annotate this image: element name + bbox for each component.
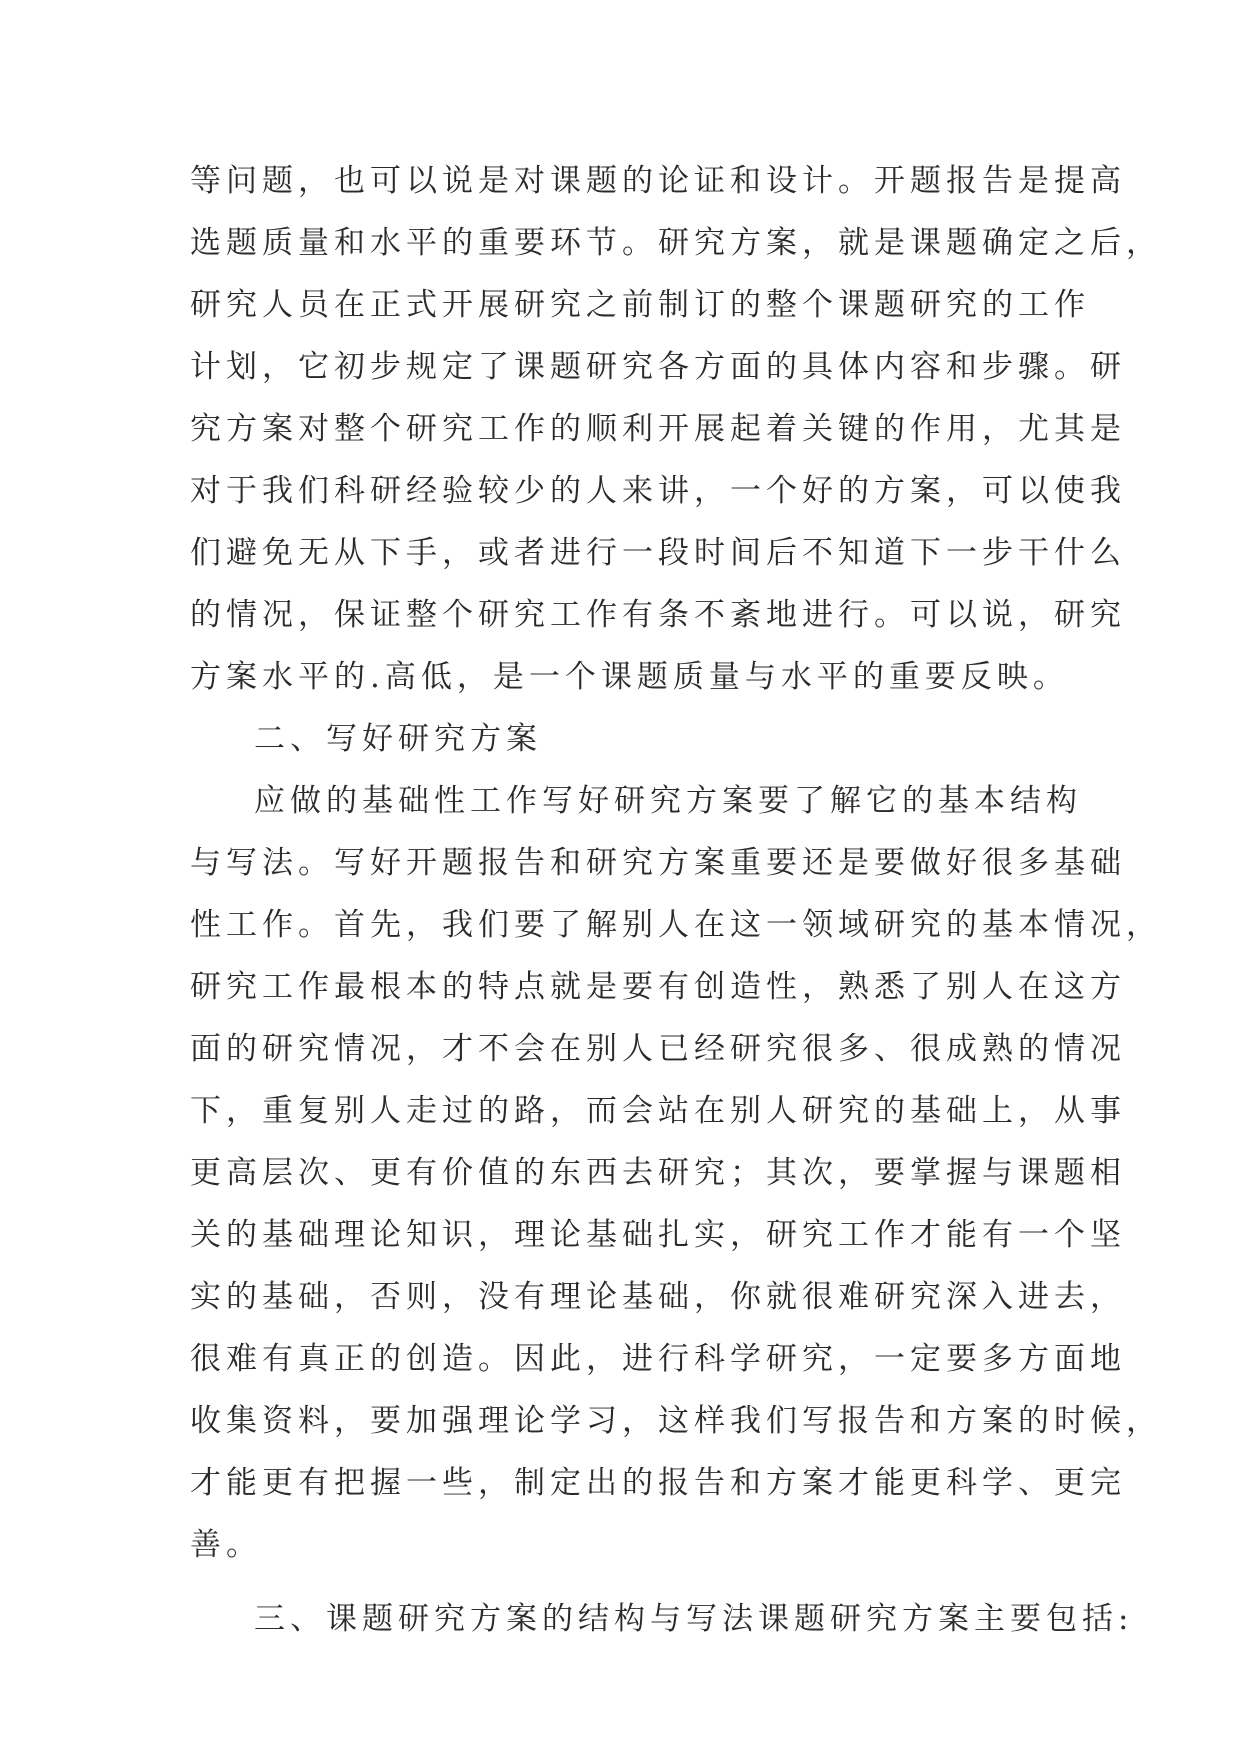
- document-body: [190, 150, 1162, 1650]
- paragraph-line: 与写法。写好开题报告和研究方案重要还是要做好很多基础: [190, 845, 1126, 881]
- paragraph-line: 更高层次、更有价值的东西去研究；其次，要掌握与课题相: [190, 1155, 1126, 1191]
- paragraph-line: 性工作。首先，我们要了解别人在这一领域研究的基本情况，: [190, 907, 1162, 943]
- paragraph-line: 究方案对整个研究工作的顺利开展起着关键的作用，尤其是: [190, 411, 1126, 447]
- paragraph-line: 实的基础，否则，没有理论基础，你就很难研究深入进去，: [190, 1279, 1126, 1315]
- section-heading: 二、写好研究方案: [254, 721, 542, 757]
- paragraph-line: 们避免无从下手，或者进行一段时间后不知道下一步干什么: [190, 535, 1126, 571]
- paragraph-line: 关的基础理论知识，理论基础扎实，研究工作才能有一个坚: [190, 1217, 1126, 1253]
- paragraph-line: 善。: [190, 1527, 262, 1563]
- section-heading: 三、课题研究方案的结构与写法课题研究方案主要包括:: [254, 1601, 1134, 1637]
- paragraph-line: 研究人员在正式开展研究之前制订的整个课题研究的工作: [190, 287, 1090, 323]
- paragraph-line: 计划，它初步规定了课题研究各方面的具体内容和步骤。研: [190, 349, 1126, 385]
- paragraph-line: 应做的基础性工作写好研究方案要了解它的基本结构: [254, 783, 1082, 819]
- paragraph-line: 很难有真正的创造。因此，进行科学研究，一定要多方面地: [190, 1341, 1126, 1377]
- paragraph-line: 才能更有把握一些，制定出的报告和方案才能更科学、更完: [190, 1465, 1126, 1501]
- paragraph-line: 研究工作最根本的特点就是要有创造性，熟悉了别人在这方: [190, 969, 1126, 1005]
- paragraph-line: 等问题，也可以说是对课题的论证和设计。开题报告是提高: [190, 163, 1126, 199]
- paragraph-line: 收集资料，要加强理论学习，这样我们写报告和方案的时候，: [190, 1403, 1162, 1439]
- paragraph-line: 选题质量和水平的重要环节。研究方案，就是课题确定之后，: [190, 225, 1162, 261]
- paragraph-line: 的情况，保证整个研究工作有条不紊地进行。可以说，研究: [190, 597, 1126, 633]
- paragraph-line: 对于我们科研经验较少的人来讲，一个好的方案，可以使我: [190, 473, 1126, 509]
- paragraph-line: 方案水平的.高低，是一个课题质量与水平的重要反映。: [190, 659, 1069, 695]
- paragraph-line: 下，重复别人走过的路，而会站在别人研究的基础上，从事: [190, 1093, 1126, 1129]
- paragraph-line: 面的研究情况，才不会在别人已经研究很多、很成熟的情况: [190, 1031, 1126, 1067]
